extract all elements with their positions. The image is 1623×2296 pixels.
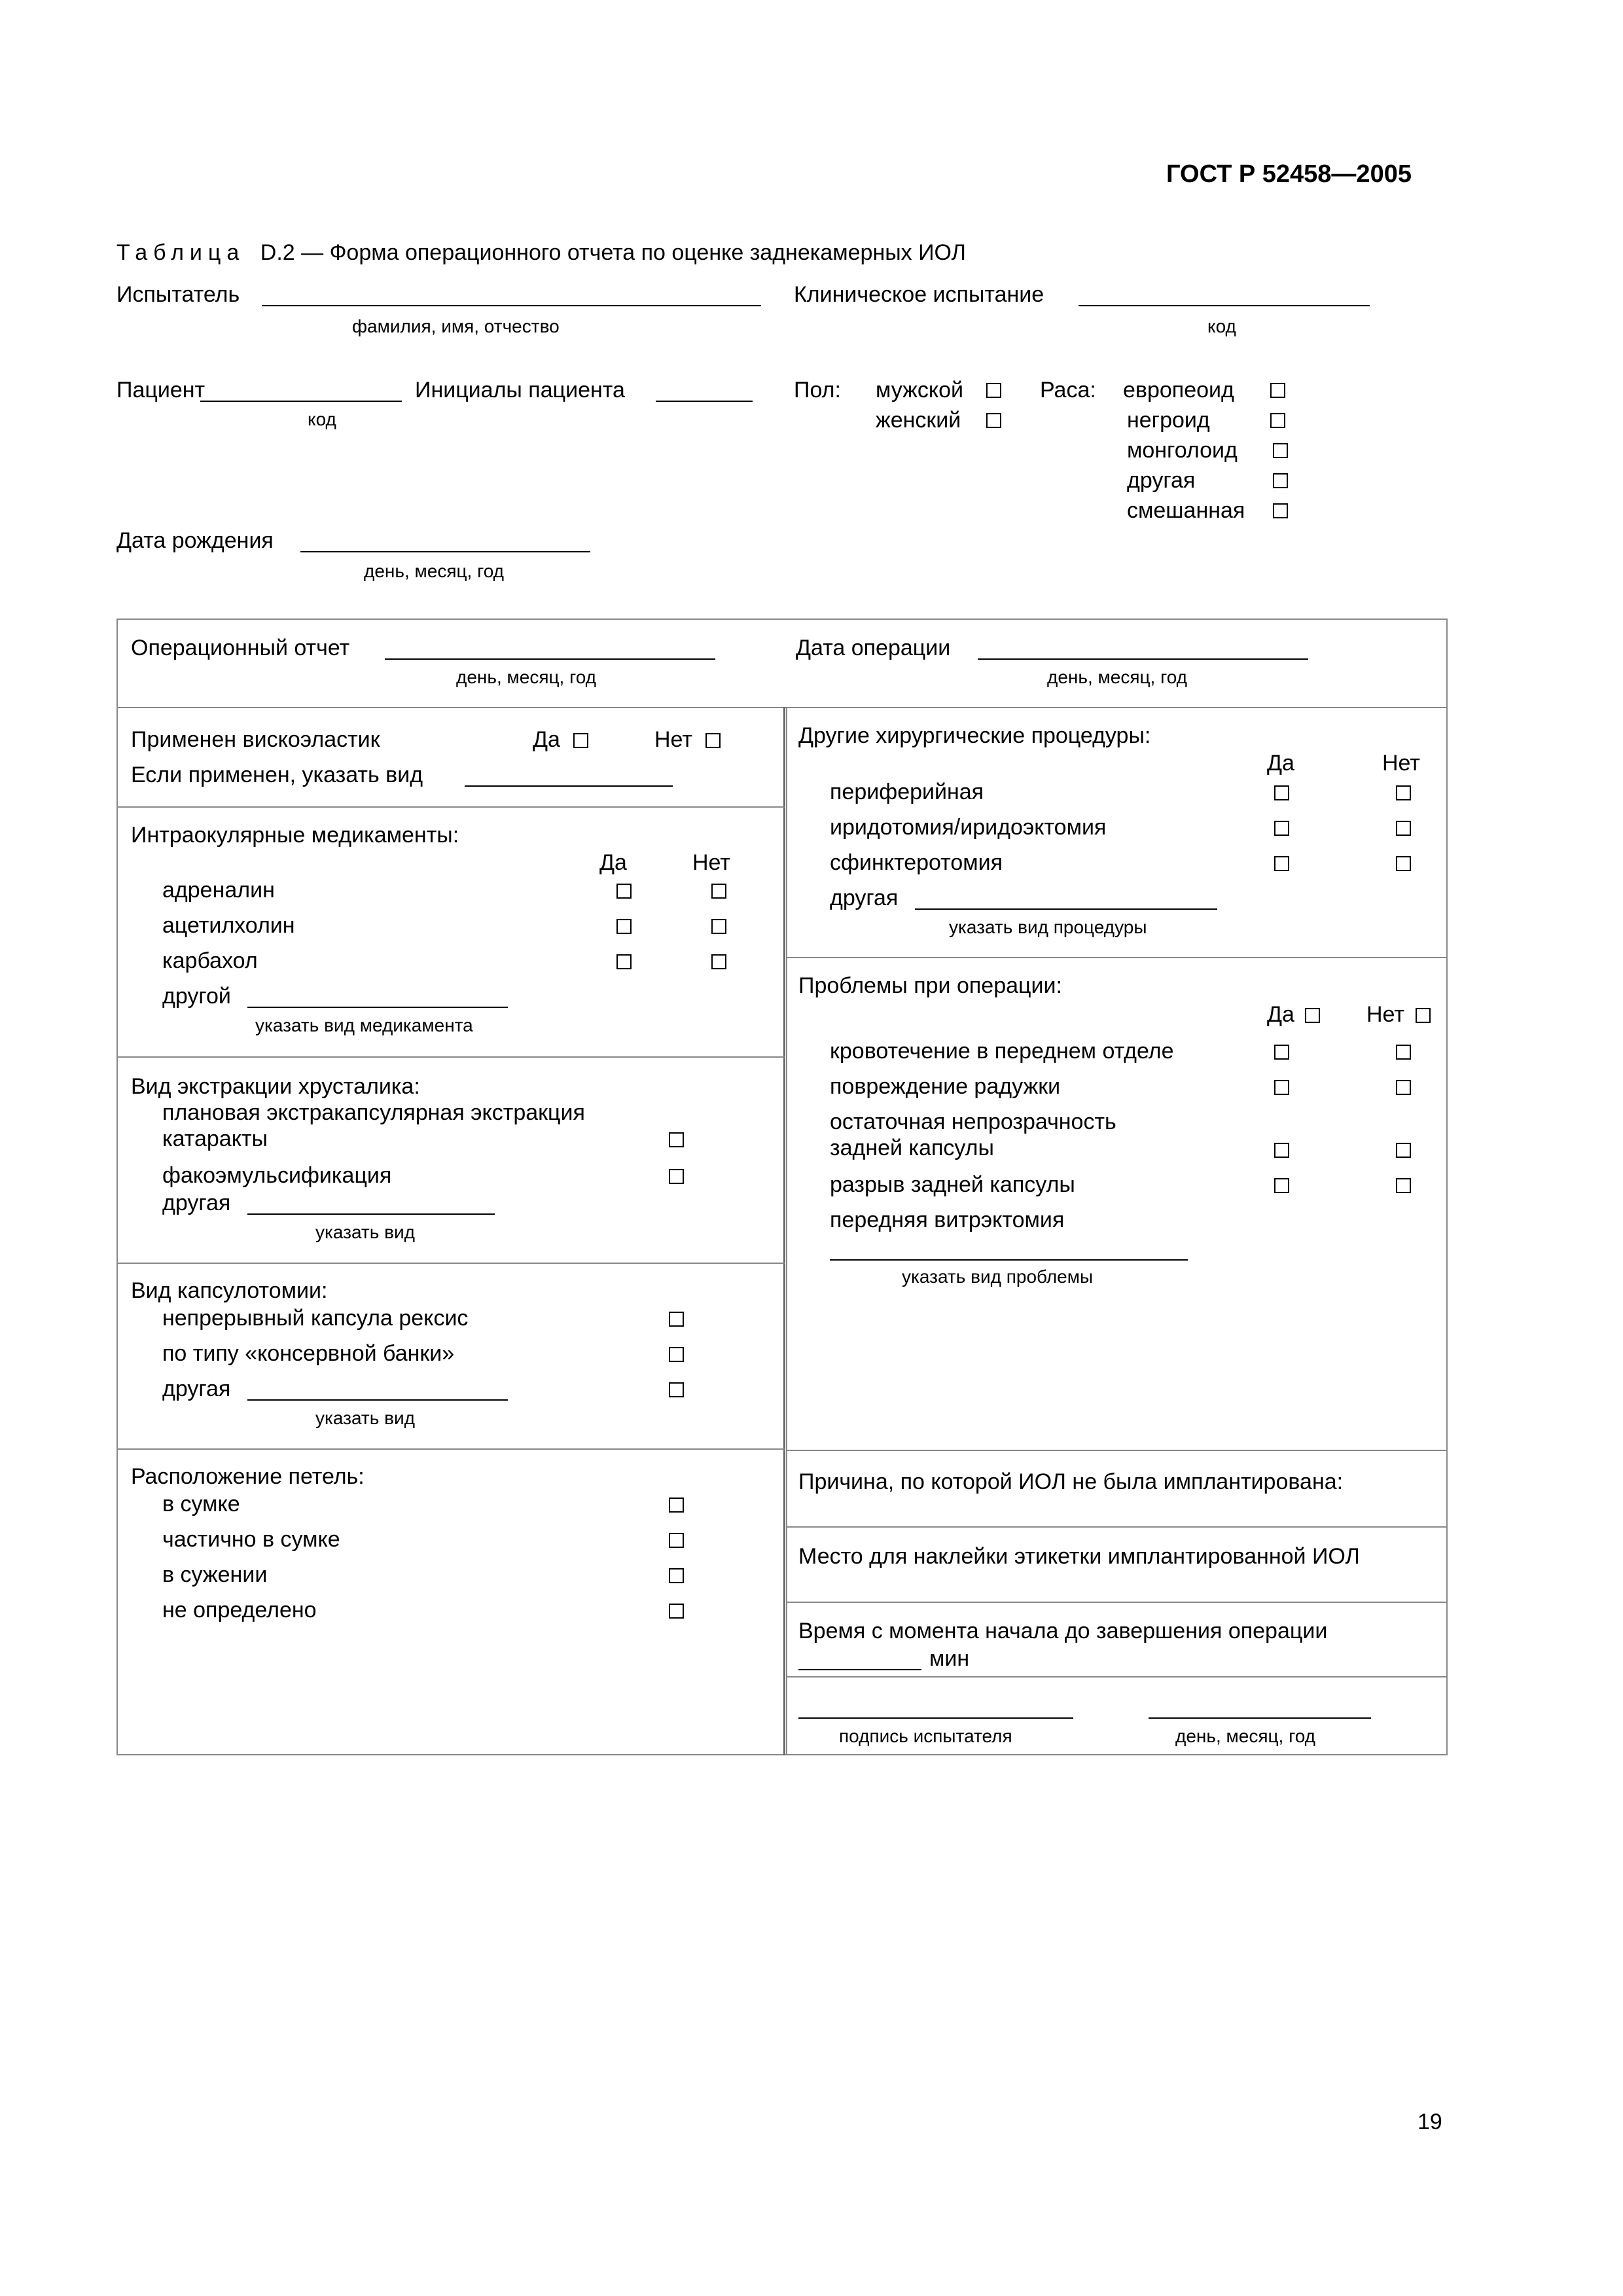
visco-type-field[interactable] bbox=[465, 785, 673, 787]
extraction-ecce-checkbox[interactable] bbox=[669, 1132, 684, 1147]
sex-female-checkbox[interactable] bbox=[986, 413, 1001, 428]
med-acetylcholine-no-checkbox[interactable] bbox=[711, 919, 726, 934]
problem-bleeding-yes-checkbox[interactable] bbox=[1274, 1045, 1289, 1060]
med-carbachol-label: карбахол bbox=[162, 948, 258, 973]
tester-label: Испытатель bbox=[116, 282, 240, 307]
extraction-other-field[interactable] bbox=[247, 1213, 495, 1215]
op-date-label: Дата операции bbox=[796, 636, 951, 660]
sticker-label: Место для наклейки этикетки имплантированной ИОЛ bbox=[798, 1544, 1360, 1569]
race-label: Раса: bbox=[1040, 378, 1096, 403]
problem-iris-label: повреждение радужки bbox=[830, 1074, 1061, 1099]
problem-vitrectomy-label: передняя витрэктомия bbox=[830, 1208, 1065, 1232]
med-other-label: другой bbox=[162, 984, 231, 1009]
sign-date-field[interactable] bbox=[1149, 1717, 1371, 1719]
trial-hint: код bbox=[1207, 316, 1236, 336]
signature-field[interactable] bbox=[798, 1717, 1073, 1719]
extraction-ecce-label-1: плановая экстракапсулярная экстракция bbox=[162, 1100, 585, 1125]
loops-sulcus-checkbox[interactable] bbox=[669, 1568, 684, 1583]
problem-opacity-label-1: остаточная непрозрачность bbox=[830, 1109, 1116, 1134]
loops-bag-checkbox[interactable] bbox=[669, 1498, 684, 1513]
loops-undetermined-checkbox[interactable] bbox=[669, 1604, 684, 1619]
problem-other-hint: указать вид проблемы bbox=[902, 1266, 1094, 1287]
problem-iris-yes-checkbox[interactable] bbox=[1274, 1080, 1289, 1095]
op-report-hint: день, месяц, год bbox=[456, 667, 596, 687]
loops-undetermined-label: не определено bbox=[162, 1598, 317, 1623]
trial-field[interactable] bbox=[1079, 305, 1370, 306]
problems-title: Проблемы при операции: bbox=[798, 973, 1062, 998]
patient-label: Пациент bbox=[116, 378, 205, 403]
race-other-label: другая bbox=[1127, 468, 1196, 493]
op-report-field[interactable] bbox=[385, 658, 715, 660]
capsulotomy-title: Вид капсулотомии: bbox=[131, 1278, 328, 1303]
proc-sphincterotomy-no-checkbox[interactable] bbox=[1396, 856, 1411, 871]
capsulotomy-other-hint: указать вид bbox=[315, 1408, 415, 1428]
extraction-other-label: другая bbox=[162, 1191, 231, 1215]
race-negroid-label: негроид bbox=[1127, 408, 1210, 433]
proc-peripheral-label: периферийная bbox=[830, 780, 984, 804]
capsulotomy-ccc-checkbox[interactable] bbox=[669, 1312, 684, 1327]
loops-partial-checkbox[interactable] bbox=[669, 1533, 684, 1548]
med-adrenaline-label: адреналин bbox=[162, 878, 275, 903]
caption-number: D.2 — bbox=[260, 240, 324, 265]
med-acetylcholine-yes-checkbox[interactable] bbox=[616, 919, 632, 934]
document-id: ГОСТ Р 52458—2005 bbox=[1166, 160, 1412, 188]
reason-label: Причина, по которой ИОЛ не была имплантирована: bbox=[798, 1469, 1344, 1494]
proc-sphincterotomy-yes-checkbox[interactable] bbox=[1274, 856, 1289, 871]
med-other-field[interactable] bbox=[247, 1007, 508, 1008]
visco-yes-checkbox[interactable] bbox=[573, 733, 588, 748]
caption-label: Таблица bbox=[116, 240, 245, 265]
procs-no-header: Нет bbox=[1382, 751, 1420, 776]
problem-bleeding-label: кровотечение в переднем отделе bbox=[830, 1039, 1174, 1064]
proc-other-hint: указать вид процедуры bbox=[949, 917, 1147, 937]
loops-bag-label: в сумке bbox=[162, 1492, 240, 1516]
meds-title: Интраокулярные медикаменты: bbox=[131, 823, 459, 848]
problems-no-checkbox[interactable] bbox=[1416, 1008, 1431, 1023]
extraction-other-hint: указать вид bbox=[315, 1222, 415, 1242]
patient-field[interactable] bbox=[200, 401, 402, 402]
problem-opacity-no-checkbox[interactable] bbox=[1396, 1143, 1411, 1158]
race-european-checkbox[interactable] bbox=[1270, 383, 1285, 398]
table-caption bbox=[116, 240, 966, 266]
proc-other-field[interactable] bbox=[915, 908, 1217, 910]
med-adrenaline-yes-checkbox[interactable] bbox=[616, 884, 632, 899]
med-acetylcholine-label: ацетилхолин bbox=[162, 913, 295, 938]
visco-yes-label: Да bbox=[533, 727, 560, 752]
problems-yes-header: Да bbox=[1267, 1002, 1294, 1027]
sex-label: Пол: bbox=[794, 378, 841, 403]
loops-partial-label: частично в сумке bbox=[162, 1527, 340, 1552]
capsulotomy-other-field[interactable] bbox=[247, 1399, 508, 1401]
problem-opacity-yes-checkbox[interactable] bbox=[1274, 1143, 1289, 1158]
initials-field[interactable] bbox=[656, 401, 753, 402]
sex-male-label: мужской bbox=[876, 378, 964, 403]
problem-iris-no-checkbox[interactable] bbox=[1396, 1080, 1411, 1095]
proc-iridotomy-yes-checkbox[interactable] bbox=[1274, 821, 1289, 836]
extraction-phaco-label: факоэмульсификация bbox=[162, 1163, 392, 1188]
extraction-phaco-checkbox[interactable] bbox=[669, 1169, 684, 1184]
capsulotomy-canopener-checkbox[interactable] bbox=[669, 1347, 684, 1362]
duration-unit: мин bbox=[929, 1646, 970, 1671]
race-other-checkbox[interactable] bbox=[1273, 473, 1288, 488]
visco-no-label: Нет bbox=[654, 727, 692, 752]
patient-hint: код bbox=[308, 409, 336, 429]
capsulotomy-other-checkbox[interactable] bbox=[669, 1382, 684, 1397]
race-european-label: европеоид bbox=[1123, 378, 1234, 403]
race-mongoloid-label: монголоид bbox=[1127, 438, 1238, 463]
problem-rupture-no-checkbox[interactable] bbox=[1396, 1178, 1411, 1193]
med-adrenaline-no-checkbox[interactable] bbox=[711, 884, 726, 899]
capsulotomy-ccc-label: непрерывный капсула рексис bbox=[162, 1306, 469, 1331]
caption-text: Форма операционного отчета по оценке заднекамерных ИОЛ bbox=[329, 240, 966, 265]
proc-iridotomy-no-checkbox[interactable] bbox=[1396, 821, 1411, 836]
birth-hint: день, месяц, год bbox=[364, 561, 504, 581]
birth-field[interactable] bbox=[300, 551, 590, 552]
problem-opacity-label-2: задней капсулы bbox=[830, 1136, 994, 1160]
trial-label: Клиническое испытание bbox=[794, 282, 1044, 307]
race-mongoloid-checkbox[interactable] bbox=[1273, 443, 1288, 458]
initials-label: Инициалы пациента bbox=[415, 378, 625, 403]
page-number: 19 bbox=[1418, 2109, 1442, 2134]
loops-sulcus-label: в сужении bbox=[162, 1562, 268, 1587]
visco-if-label: Если применен, указать вид bbox=[131, 762, 423, 787]
proc-iridotomy-label: иридотомия/иридоэктомия bbox=[830, 815, 1107, 840]
signature-hint: подпись испытателя bbox=[839, 1726, 1012, 1746]
problem-rupture-yes-checkbox[interactable] bbox=[1274, 1178, 1289, 1193]
birth-label: Дата рождения bbox=[116, 528, 274, 553]
race-negroid-checkbox[interactable] bbox=[1270, 413, 1285, 428]
med-other-hint: указать вид медикамента bbox=[255, 1015, 473, 1035]
proc-peripheral-yes-checkbox[interactable] bbox=[1274, 785, 1289, 800]
extraction-ecce-label-2: катаракты bbox=[162, 1126, 268, 1151]
op-date-hint: день, месяц, год bbox=[1047, 667, 1187, 687]
proc-other-label: другая bbox=[830, 886, 899, 910]
tester-hint: фамилия, имя, отчество bbox=[352, 316, 560, 336]
proc-peripheral-no-checkbox[interactable] bbox=[1396, 785, 1411, 800]
sex-female-label: женский bbox=[876, 408, 961, 433]
procs-title: Другие хирургические процедуры: bbox=[798, 723, 1151, 748]
sex-male-checkbox[interactable] bbox=[986, 383, 1001, 398]
loops-title: Расположение петель: bbox=[131, 1464, 365, 1489]
med-carbachol-yes-checkbox[interactable] bbox=[616, 954, 632, 969]
problem-bleeding-no-checkbox[interactable] bbox=[1396, 1045, 1411, 1060]
capsulotomy-other-label: другая bbox=[162, 1376, 231, 1401]
proc-sphincterotomy-label: сфинктеротомия bbox=[830, 850, 1003, 875]
sign-date-hint: день, месяц, год bbox=[1175, 1726, 1315, 1746]
race-mixed-label: смешанная bbox=[1127, 498, 1245, 523]
problems-no-header: Нет bbox=[1366, 1002, 1404, 1027]
problems-yes-checkbox[interactable] bbox=[1305, 1008, 1320, 1023]
procs-yes-header: Да bbox=[1267, 751, 1294, 776]
med-carbachol-no-checkbox[interactable] bbox=[711, 954, 726, 969]
duration-field[interactable] bbox=[798, 1669, 921, 1670]
op-report-label: Операционный отчет bbox=[131, 636, 350, 660]
meds-yes-header: Да bbox=[599, 850, 627, 875]
problem-other-field[interactable] bbox=[830, 1259, 1188, 1261]
duration-label: Время с момента начала до завершения операции bbox=[798, 1619, 1328, 1643]
visco-no-checkbox[interactable] bbox=[705, 733, 721, 748]
extraction-title: Вид экстракции хрусталика: bbox=[131, 1074, 420, 1099]
race-mixed-checkbox[interactable] bbox=[1273, 503, 1288, 518]
capsulotomy-canopener-label: по типу «консервной банки» bbox=[162, 1341, 455, 1366]
op-date-field[interactable] bbox=[978, 658, 1308, 660]
tester-field[interactable] bbox=[262, 305, 761, 306]
visco-label: Применен вискоэластик bbox=[131, 727, 380, 752]
meds-no-header: Нет bbox=[692, 850, 730, 875]
problem-rupture-label: разрыв задней капсулы bbox=[830, 1172, 1075, 1197]
